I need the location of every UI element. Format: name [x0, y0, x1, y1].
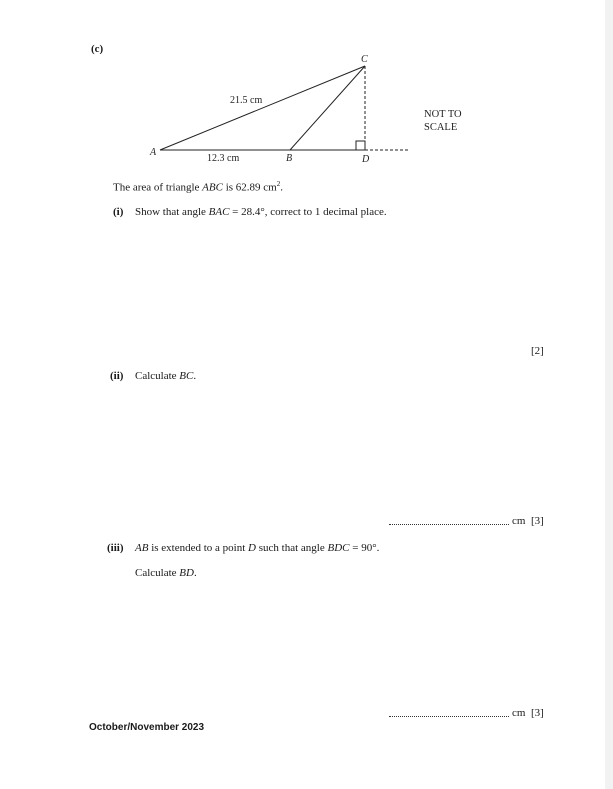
- part-label: (c): [91, 43, 104, 55]
- question-iii-number: (iii): [107, 542, 124, 554]
- question-ii-number: (ii): [110, 370, 124, 382]
- not-to-scale-line2: SCALE: [424, 122, 458, 133]
- answer-line-ii[interactable]: [389, 524, 509, 525]
- question-iii-calc: Calculate BD.: [135, 567, 197, 579]
- right-angle-marker: [356, 141, 365, 150]
- question-ii-marks: [3]: [531, 515, 544, 527]
- question-i-text: Show that angle BAC = 28.4°, correct to 1 decimal place.: [135, 206, 387, 218]
- vertex-label-a: A: [150, 147, 157, 158]
- question-ii-text: Calculate BC.: [135, 370, 197, 382]
- side-bc: [290, 66, 365, 150]
- question-iii-text: AB is extended to a point D such that angle BDC = 90°.: [135, 542, 380, 554]
- vertex-label-b: B: [286, 153, 293, 164]
- side-ab-length: 12.3 cm: [207, 153, 240, 164]
- question-i-number: (i): [113, 206, 124, 218]
- answer-iii-unit: cm: [512, 707, 526, 719]
- triangle-diagram: [0, 0, 613, 180]
- answer-line-iii[interactable]: [389, 716, 509, 717]
- answer-ii-unit: cm: [512, 515, 526, 527]
- question-i-marks: [2]: [531, 345, 544, 357]
- question-iii-marks: [3]: [531, 707, 544, 719]
- side-ac: [160, 66, 365, 150]
- footer-session: October/November 2023: [89, 722, 205, 733]
- area-statement: The area of triangle ABC is 62.89 $cm^2$.: [113, 180, 283, 194]
- vertex-label-d: D: [362, 154, 370, 165]
- vertex-label-c: C: [361, 54, 368, 65]
- side-ac-length: 21.5 cm: [230, 95, 263, 106]
- not-to-scale-line1: NOT TO: [424, 109, 462, 120]
